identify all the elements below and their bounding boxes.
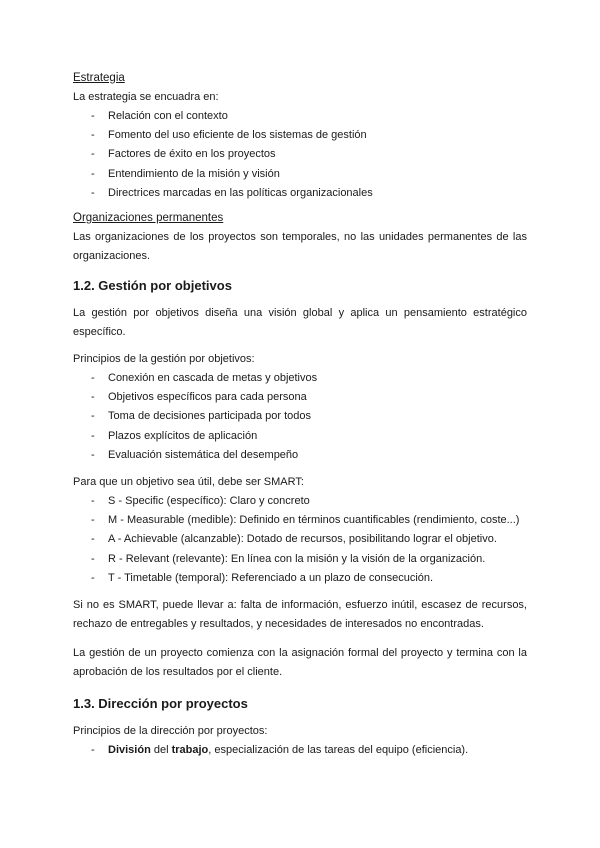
organizaciones-text: Las organizaciones de los proyectos son temporales, no las unidades permanentes de las organizaciones. — [73, 231, 527, 263]
text-rest: , especialización de las tareas del equipo (eficiencia). — [208, 744, 469, 757]
list-item: - T - Timetable (temporal): Referenciado a un plazo de consecución. — [73, 569, 527, 588]
estrategia-list — [73, 107, 527, 203]
list-item: - M - Measurable (medible): Definido en términos cuantificables (rendimiento, coste...) — [73, 511, 527, 530]
estrategia-heading: Estrategia — [73, 72, 125, 84]
list-item: - Toma de decisiones participada por todos — [73, 407, 527, 426]
document-page — [73, 69, 527, 760]
gestion-heading: 1.2. Gestión por objetivos — [73, 278, 232, 294]
list-item: - Plazos explícitos de aplicación — [73, 427, 527, 446]
list-item: - A - Achievable (alcanzable): Dotado de recursos, posibilitando lograr el objetivo. — [73, 530, 527, 549]
list-item: - S - Specific (específico): Claro y concreto — [73, 492, 527, 511]
bold-trabajo: trabajo — [171, 744, 209, 757]
list-item: - Entendimiento de la misión y visión — [73, 165, 527, 184]
gestion-intro: La gestión por objetivos diseña una visión global y aplica un pensamiento estratégico específico. — [73, 307, 527, 339]
smart-label: Para que un objetivo sea útil, debe ser SMART: — [73, 476, 304, 489]
estrategia-intro: La estrategia se encuadra en: — [73, 91, 219, 103]
project-lifecycle-paragraph: La gestión de un proyecto comienza con la asignación formal del proyecto y termina con la aprobación de los resultados por el cliente. — [73, 647, 527, 679]
list-item — [73, 741, 527, 760]
direccion-principles-label: Principios de la dirección por proyectos: — [73, 725, 268, 738]
not-smart-paragraph: Si no es SMART, puede llevar a: falta de información, esfuerzo inútil, escasez de recursos, rechazo de entregables y resultados, y necesidades de interesados no encontradas. — [73, 599, 527, 631]
list-item: - Fomento del uso eficiente de los sistemas de gestión — [73, 126, 527, 145]
list-item: - Relación con el contexto — [73, 107, 527, 126]
list-item: - Directrices marcadas en las políticas organizacionales — [73, 184, 527, 203]
list-item: - R - Relevant (relevante): En línea con la misión y la visión de la organización. — [73, 550, 527, 569]
direccion-heading: 1.3. Dirección por proyectos — [73, 696, 248, 712]
direccion-list — [73, 741, 527, 760]
gestion-principles-list — [73, 369, 527, 465]
smart-list — [73, 492, 527, 588]
bold-division: División — [108, 744, 151, 757]
list-item: - Objetivos específicos para cada persona — [73, 388, 527, 407]
organizaciones-heading: Organizaciones permanentes — [73, 212, 224, 225]
list-item: - Factores de éxito en los proyectos — [73, 145, 527, 164]
text-del: del — [150, 744, 172, 757]
gestion-principles-label: Principios de la gestión por objetivos: — [73, 353, 255, 366]
list-item: - Conexión en cascada de metas y objetivos — [73, 369, 527, 388]
list-item: - Evaluación sistemática del desempeño — [73, 446, 527, 465]
